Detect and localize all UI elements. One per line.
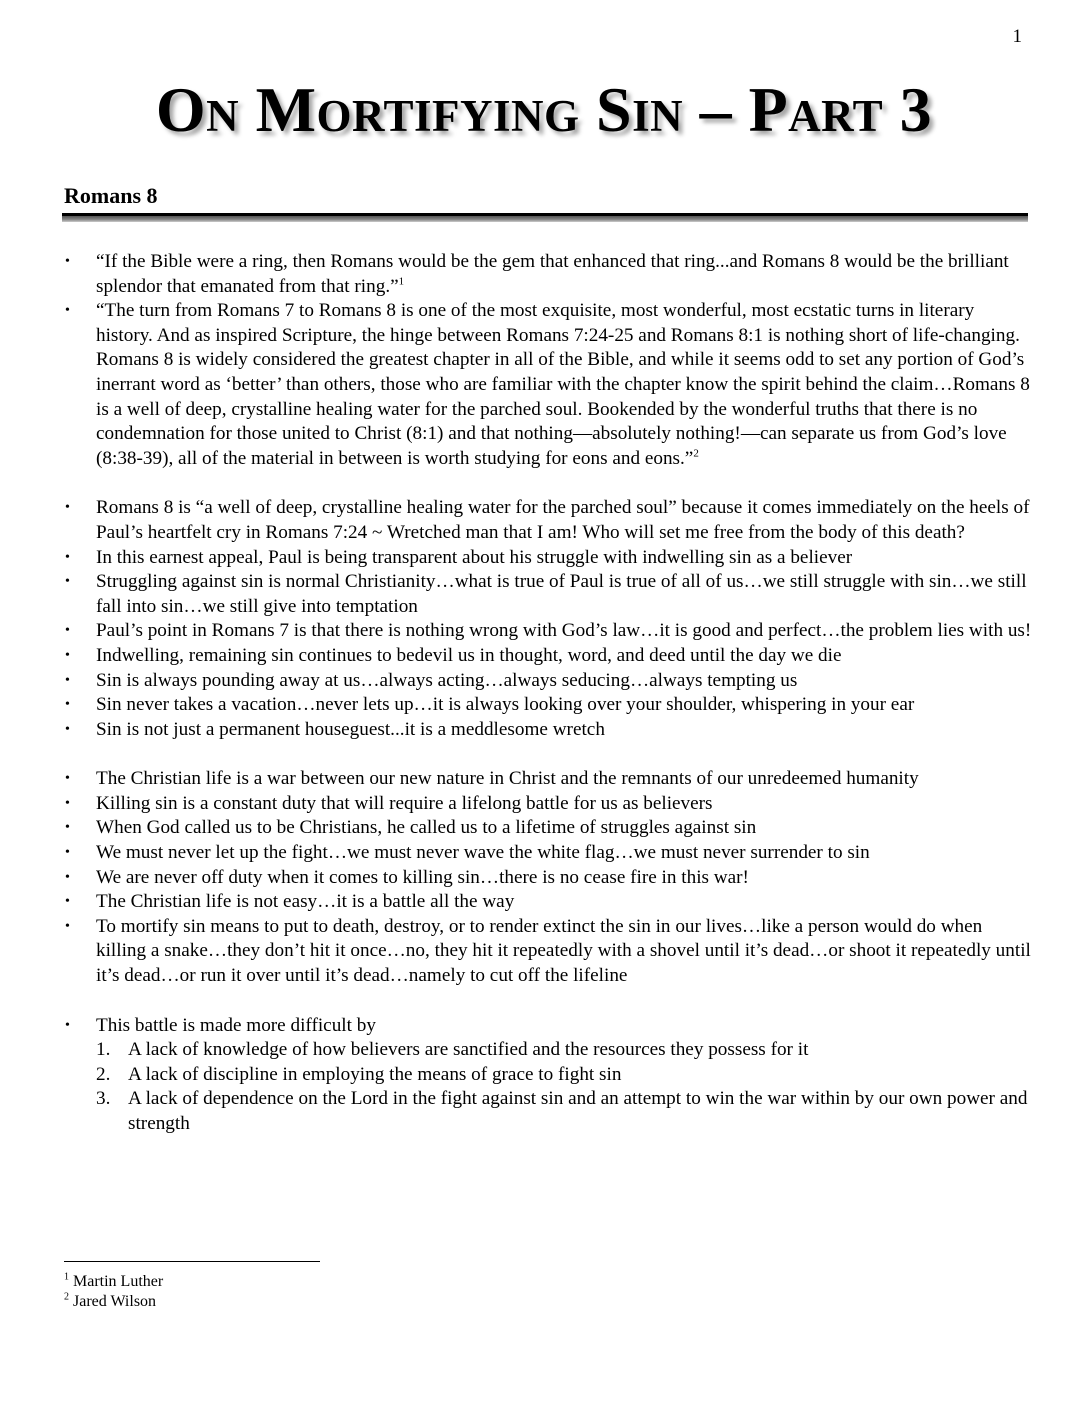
bullet-item (62, 299, 1032, 471)
bullet-icon: • (65, 254, 70, 269)
bullet-item (62, 1014, 1032, 1039)
bullet-item (62, 915, 1032, 989)
item-number: 3. (96, 1088, 111, 1110)
bullet-text: This battle is made more difficult by (96, 1014, 376, 1036)
bullet-text: Sin is not just a permanent houseguest...it is a meddlesome wretch (96, 718, 605, 740)
bullet-text: We are never off duty when it comes to killing sin…there is no cease fire in this war! (96, 866, 749, 888)
bullet-item (62, 890, 1032, 915)
footnote-text: Jared Wilson (73, 1293, 157, 1310)
bullet-item (62, 570, 1032, 619)
bullet-item (62, 250, 1032, 299)
numbered-text: A lack of knowledge of how believers are sanctified and the resources they possess for it (128, 1039, 809, 1061)
bullet-icon: • (65, 549, 70, 565)
bullet-text: Struggling against sin is normal Christianity…what is true of Paul is true of all of us…we still struggle with sin…we still fall into sin…we still give into temptation (96, 571, 1027, 617)
heading-rule (62, 213, 1028, 222)
bullet-icon: • (65, 820, 70, 836)
bullet-group-3 (62, 767, 1032, 988)
bullet-item (62, 693, 1032, 718)
bullet-text: When God called us to be Christians, he called us to a lifetime of struggles against sin (96, 817, 757, 839)
bullet-text: Killing sin is a constant duty that will require a lifelong battle for us as believers (96, 792, 713, 814)
numbered-text: A lack of discipline in employing the means of grace to fight sin (128, 1063, 622, 1085)
numbered-text: A lack of dependence on the Lord in the fight against sin and an attempt to win the war within by our own power and strength (128, 1088, 1028, 1134)
bullet-text: Sin never takes a vacation…never lets up…it is always looking over your shoulder, whispering in your ear (96, 694, 915, 716)
bullet-group-1 (62, 250, 1032, 471)
group-spacer (62, 742, 1032, 767)
bullet-text: Paul’s point in Romans 7 is that there is nothing wrong with God’s law…it is good and perfect…the problem lies with us! (96, 620, 1032, 642)
bullet-icon: • (65, 845, 70, 861)
bullet-icon: • (65, 771, 70, 787)
body-content (62, 250, 1032, 1137)
bullet-text: The Christian life is a war between our new nature in Christ and the remnants of our unredeemed humanity (96, 768, 919, 790)
footnote (64, 1292, 320, 1312)
bullet-item (62, 644, 1032, 669)
bullet-text: “If the Bible were a ring, then Romans would be the gem that enhanced that ring...and Romans 8 would be the brilliant splendor that emanated from that ring.” (96, 251, 1009, 297)
bullet-icon: • (65, 795, 70, 811)
footnote-ref[interactable]: 1 (398, 275, 405, 288)
bullet-text: Indwelling, remaining sin continues to bedevil us in thought, word, and deed until the day we die (96, 644, 842, 666)
footnote-number: 1 (64, 1271, 69, 1283)
bullet-text: “The turn from Romans 7 to Romans 8 is one of the most exquisite, most wonderful, most ecstatic turns in literary history. And as inspired Scripture, the hinge between Romans 7:24-25 and Romans 8:1 is nothing short of life-changing. Romans 8 is widely considered the greatest chapter in all of the Bible, and while it seems odd to set any portion of God’s inerrant word as ‘better’ than others, those who are familiar with the chapter know the spirit behind the claim…Romans 8 is a well of deep, crystalline healing water for the parched soul. Bookended by the wonderful truths that there is no condemnation for those united to Christ (8:1) and that nothing—absolutely nothing!—can separate us from God’s love (8:38-39), all of the material in between is worth studying for eons and eons.” (96, 300, 1030, 469)
footnotes (64, 1261, 320, 1312)
footnote-number: 2 (64, 1291, 69, 1303)
bullet-group-4 (62, 1014, 1032, 1039)
bullet-item (62, 767, 1032, 792)
group-spacer (62, 471, 1032, 496)
numbered-list (62, 1038, 1032, 1136)
bullet-icon: • (65, 721, 70, 737)
heading-rule-shade (62, 216, 1028, 222)
bullet-icon: • (65, 869, 70, 885)
bullet-item (62, 816, 1032, 841)
page-number: 1 (1012, 26, 1022, 47)
bullet-icon: • (65, 1017, 70, 1033)
bullet-icon: • (65, 574, 70, 590)
bullet-icon: • (65, 894, 70, 910)
bullet-item (62, 619, 1032, 644)
section-heading: Romans 8 (64, 183, 158, 208)
bullet-text: We must never let up the fight…we must never wave the white flag…we must never surrender to sin (96, 842, 870, 864)
bullet-item (62, 792, 1032, 817)
bullet-item (62, 669, 1032, 694)
bullet-icon: • (65, 303, 70, 319)
bullet-text: Sin is always pounding away at us…always acting…always seducing…always tempting us (96, 669, 798, 691)
item-number: 1. (96, 1039, 111, 1061)
bullet-text: The Christian life is not easy…it is a battle all the way (96, 891, 515, 913)
bullet-text: Romans 8 is “a well of deep, crystalline healing water for the parched soul” because it comes immediately on the heels of Paul’s heartfelt cry in Romans 7:24 ~ Wretched man that I am! Who will set me free from the body of this death? (96, 497, 1030, 543)
footnote-text: Martin Luther (73, 1273, 164, 1290)
bullet-icon: • (65, 623, 70, 639)
numbered-item (62, 1038, 1032, 1063)
bullet-item (62, 546, 1032, 571)
group-spacer (62, 989, 1032, 1014)
bullet-text: In this earnest appeal, Paul is being transparent about his struggle with indwelling sin as a believer (96, 546, 853, 568)
bullet-icon: • (65, 918, 70, 934)
bullet-icon: • (65, 697, 70, 713)
bullet-group-2 (62, 496, 1032, 742)
bullet-item (62, 841, 1032, 866)
numbered-item (62, 1063, 1032, 1088)
bullet-icon: • (65, 672, 70, 688)
page-title: On Mortifying Sin – Part 3 (155, 74, 933, 145)
bullet-item (62, 718, 1032, 743)
bullet-item (62, 866, 1032, 891)
bullet-item (62, 496, 1032, 545)
bullet-icon: • (65, 647, 70, 663)
item-number: 2. (96, 1063, 111, 1085)
bullet-text: To mortify sin means to put to death, destroy, or to render extinct the sin in our lives…like a person would do when killing a snake…they don’t hit it once…no, they hit it repeatedly with a shovel until it’s dead…or shoot it repeatedly until it’s dead…or run it over until it’s dead…namely to cut off the lifeline (96, 915, 1031, 987)
numbered-item (62, 1087, 1032, 1136)
footnote-ref[interactable]: 2 (693, 447, 699, 460)
footnote-separator (64, 1261, 320, 1262)
bullet-icon: • (65, 500, 70, 516)
footnote (64, 1272, 320, 1292)
